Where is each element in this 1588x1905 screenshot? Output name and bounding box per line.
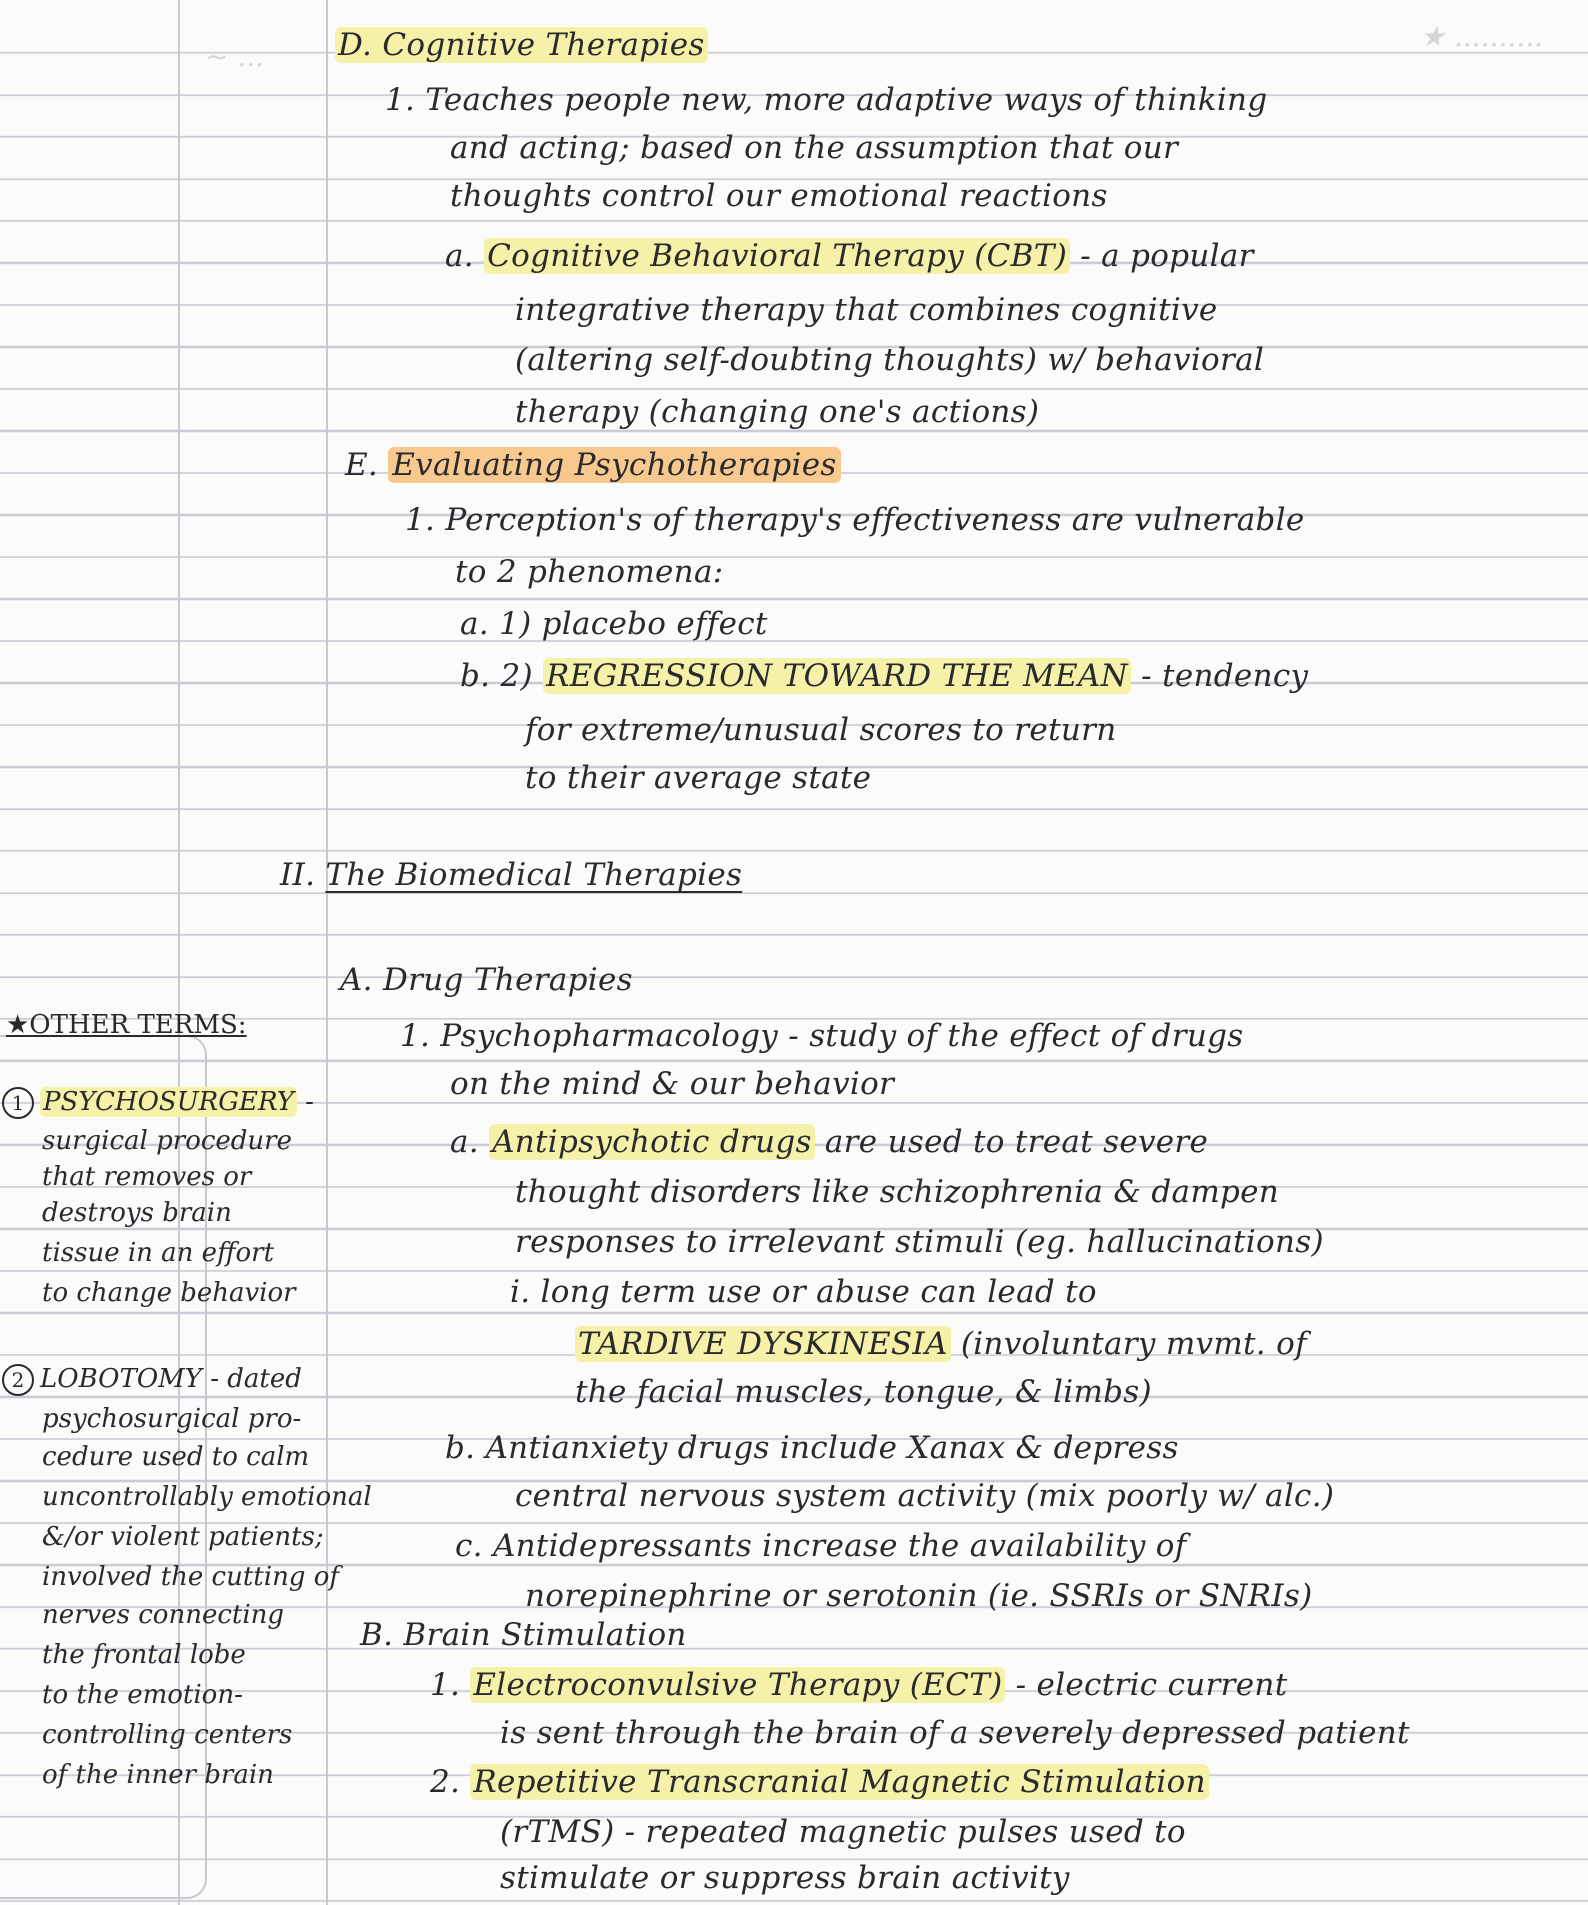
ect-term: Electroconvulsive Therapy (ECT) [470, 1667, 1005, 1703]
term-lobotomy-line2: psychosurgical pro- [42, 1404, 302, 1434]
section-d-item-a: a. Cognitive Behavioral Therapy (CBT) - a popular [445, 238, 1254, 274]
section-ii-heading: II. The Biomedical Therapies [280, 857, 743, 893]
section-d-item-a-line2: integrative therapy that combines cognitive [515, 292, 1218, 328]
term-lobotomy-line9: to the emotion- [42, 1680, 243, 1710]
antipsychotic-term: Antipsychotic drugs [489, 1124, 815, 1160]
tardive-dyskinesia-term: TARDIVE DYSKINESIA [575, 1326, 951, 1362]
section-e-item-a: a. 1) placebo effect [460, 606, 768, 642]
section-a-item-c: c. Antidepressants increase the availability of [455, 1528, 1187, 1564]
margin-line-right [326, 0, 328, 1905]
section-e-item1: 1. Perception's of therapy's effectiveness are vulnerable [405, 502, 1305, 538]
term-lobotomy-line8: the frontal lobe [42, 1640, 246, 1670]
section-e-item1-line2: to 2 phenomena: [455, 554, 724, 590]
term-lobotomy-line4: uncontrollably emotional [42, 1482, 372, 1512]
section-e-item-b-line3: to their average state [525, 760, 872, 796]
section-a-item-c-line2: norepinephrine or serotonin (ie. SSRIs or SNRIs) [525, 1578, 1313, 1614]
section-e-item-b: b. 2) REGRESSION TOWARD THE MEAN - tendency [460, 658, 1309, 694]
term-psychosurgery: 1 PSYCHOSURGERY - [2, 1085, 314, 1120]
section-a-item-a-line3: responses to irrelevant stimuli (eg. hallucinations) [515, 1224, 1324, 1260]
term-psychosurgery-line3: that removes or [42, 1162, 252, 1192]
section-b-item2: 2. Repetitive Transcranial Magnetic Stimulation [430, 1762, 1209, 1802]
section-d-heading: D. Cognitive Therapies [335, 25, 708, 65]
section-d-item1-line3: thoughts control our emotional reactions [450, 178, 1108, 214]
rtms-term: Repetitive Transcranial Magnetic Stimulation [470, 1764, 1209, 1800]
bleed-through-mark: ★ .......... [1420, 20, 1544, 53]
tardive-dyskinesia-line2: the facial muscles, tongue, & limbs) [575, 1374, 1152, 1410]
section-e-heading: E. Evaluating Psychotherapies [345, 445, 841, 485]
section-d-item1-line2: and acting; based on the assumption that our [450, 130, 1179, 166]
term-psychosurgery-line6: to change behavior [42, 1278, 296, 1308]
number-badge-2: 2 [2, 1364, 34, 1396]
term-psychosurgery-line5: tissue in an effort [42, 1238, 275, 1268]
section-a-item-b: b. Antianxiety drugs include Xanax & depress [445, 1430, 1179, 1466]
section-b-heading: B. Brain Stimulation [360, 1617, 687, 1653]
section-a-item-a-line2: thought disorders like schizophrenia & dampen [515, 1174, 1280, 1210]
term-lobotomy-line11: of the inner brain [42, 1760, 274, 1790]
term-lobotomy-line6: involved the cutting of [42, 1562, 339, 1592]
section-a-item-a: a. Antipsychotic drugs are used to treat severe [450, 1124, 1209, 1160]
bleed-through-mark: ~ ... [205, 40, 265, 73]
section-e-item-b-line2: for extreme/unusual scores to return [525, 712, 1117, 748]
number-badge-1: 1 [2, 1087, 34, 1119]
section-a-item-a-i: i. long term use or abuse can lead to [510, 1274, 1097, 1310]
term-lobotomy: 2 LOBOTOMY - dated [2, 1362, 302, 1397]
section-b-item2-line3: stimulate or suppress brain activity [500, 1860, 1070, 1896]
section-d-item-a-line4: therapy (changing one's actions) [515, 394, 1040, 430]
section-b-item1: 1. Electroconvulsive Therapy (ECT) - electric current [430, 1667, 1288, 1703]
term-lobotomy-line10: controlling centers [42, 1720, 293, 1750]
regression-term: REGRESSION TOWARD THE MEAN [543, 658, 1131, 694]
section-a-heading: A. Drug Therapies [340, 962, 633, 998]
term-lobotomy-line7: nerves connecting [42, 1600, 285, 1630]
term-lobotomy-line3: cedure used to calm [42, 1442, 310, 1472]
section-b-item2-line2: (rTMS) - repeated magnetic pulses used to [500, 1814, 1186, 1850]
section-a-item1-line2: on the mind & our behavior [450, 1066, 895, 1102]
section-d-item1: 1. Teaches people new, more adaptive ways of thinking [385, 82, 1268, 118]
other-terms-title: ★OTHER TERMS: [6, 1010, 247, 1040]
section-d-item-a-line3: (altering self-doubting thoughts) w/ behavioral [515, 342, 1265, 378]
cbt-term: Cognitive Behavioral Therapy (CBT) [484, 238, 1070, 274]
term-lobotomy-line5: &/or violent patients; [42, 1522, 324, 1552]
tardive-dyskinesia-line: TARDIVE DYSKINESIA (involuntary mvmt. of [575, 1324, 1307, 1364]
section-a-item1: 1. Psychopharmacology - study of the effect of drugs [400, 1018, 1244, 1054]
section-a-item-b-line2: central nervous system activity (mix poorly w/ alc.) [515, 1478, 1335, 1514]
term-psychosurgery-line2: surgical procedure [42, 1126, 292, 1156]
term-psychosurgery-line4: destroys brain [42, 1198, 232, 1228]
section-b-item1-line2: is sent through the brain of a severely depressed patient [500, 1715, 1410, 1751]
